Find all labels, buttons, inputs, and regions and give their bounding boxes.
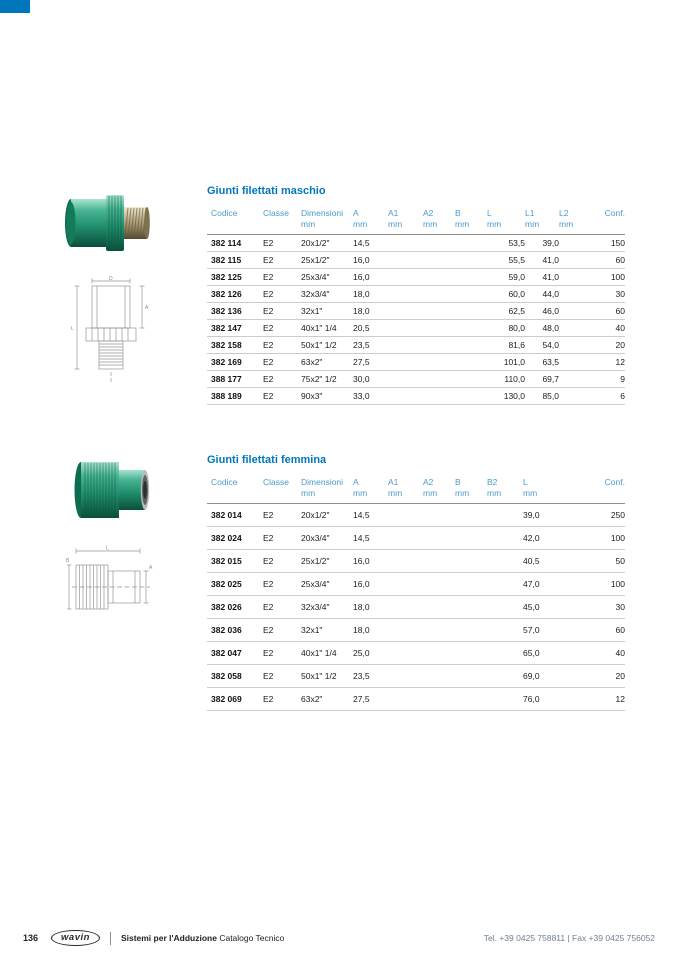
table-row [207,665,625,688]
data-cell [487,619,523,642]
data-cell: E2 [263,303,301,320]
data-cell [559,303,595,320]
data-cell [388,688,423,711]
data-cell: 69,0 [523,665,563,688]
data-cell: 41,0 [525,252,559,269]
data-cell: 33,0 [353,388,388,405]
data-cell [455,269,487,286]
data-cell [455,303,487,320]
data-cell: 76,0 [523,688,563,711]
code-cell: 382 147 [207,320,263,337]
table-row [207,388,625,405]
data-cell [487,665,523,688]
column-header-l: L mm [487,208,525,235]
data-cell: E2 [263,527,301,550]
technical-drawing-female-threaded-joint [66,545,154,630]
data-cell: 60 [563,619,625,642]
column-header-codice: Codice [207,208,263,235]
column-header-dimensioni: Dimensioni mm [301,477,353,504]
data-cell: 30 [595,286,625,303]
table-row [207,504,625,527]
column-header-codice: Codice [207,477,263,504]
data-cell [487,688,523,711]
data-cell [455,337,487,354]
data-cell: E2 [263,252,301,269]
data-cell: 65,0 [523,642,563,665]
wavin-logo: wavin [51,930,100,946]
data-cell: 100 [563,527,625,550]
data-cell: 50 [563,550,625,573]
data-cell [423,665,455,688]
code-cell: 382 047 [207,642,263,665]
column-header-l1: L1 mm [525,208,559,235]
data-cell: 25x3/4" [301,573,353,596]
data-cell: 20,5 [353,320,388,337]
data-cell [455,688,487,711]
column-header-b2: B2 mm [487,477,523,504]
column-header-dimensioni: Dimensioni mm [301,208,353,235]
data-cell: 14,5 [353,527,388,550]
data-cell: 46,0 [525,303,559,320]
table-header-row [207,477,625,504]
table-row [207,573,625,596]
data-cell: 69,7 [525,371,559,388]
code-cell: 382 069 [207,688,263,711]
code-cell: 382 036 [207,619,263,642]
data-cell: E2 [263,354,301,371]
data-cell: 55,5 [487,252,525,269]
dim-label-a: A [149,565,153,571]
data-cell [388,504,423,527]
data-cell: 23,5 [353,665,388,688]
table-row [207,354,625,371]
column-header-a1: A1 mm [388,208,423,235]
data-cell: 59,0 [487,269,525,286]
data-cell: 39,0 [523,504,563,527]
code-cell: 382 115 [207,252,263,269]
data-cell: 40 [563,642,625,665]
column-header-b: B mm [455,477,487,504]
data-cell [559,235,595,252]
contact-info: Tel. +39 0425 758811 | Fax +39 0425 756052 [483,933,655,943]
data-cell [455,504,487,527]
data-cell: 25x1/2" [301,252,353,269]
data-cell [455,642,487,665]
data-cell: E2 [263,235,301,252]
data-cell [455,320,487,337]
data-cell: 14,5 [353,235,388,252]
data-cell [388,252,423,269]
data-cell: E2 [263,665,301,688]
data-cell [455,235,487,252]
data-cell [388,286,423,303]
data-cell [423,642,455,665]
data-cell [388,337,423,354]
data-cell: 60,0 [487,286,525,303]
data-cell: E2 [263,688,301,711]
data-cell: 101,0 [487,354,525,371]
data-cell [559,320,595,337]
data-cell: 100 [595,269,625,286]
data-cell: 18,0 [353,303,388,320]
data-cell [455,286,487,303]
data-cell: 12 [595,354,625,371]
data-cell [559,286,595,303]
code-cell: 382 058 [207,665,263,688]
data-cell: 90x3" [301,388,353,405]
table-row [207,642,625,665]
data-cell: E2 [263,550,301,573]
data-cell [423,527,455,550]
data-cell [423,550,455,573]
column-header-classe: Classe [263,477,301,504]
data-cell: 20x3/4" [301,527,353,550]
table-row [207,527,625,550]
data-cell [388,527,423,550]
data-cell: 48,0 [525,320,559,337]
data-cell [388,388,423,405]
code-cell: 388 177 [207,371,263,388]
data-cell: 63,5 [525,354,559,371]
code-cell: 382 014 [207,504,263,527]
series-bold-text: Sistemi per l'Adduzione [120,933,217,943]
data-cell: E2 [263,504,301,527]
data-cell: 60 [595,303,625,320]
dim-label-d: D [109,276,113,282]
data-cell [388,320,423,337]
data-cell [423,596,455,619]
table-row [207,371,625,388]
data-cell: E2 [263,573,301,596]
column-header-a: A mm [353,208,388,235]
code-cell: 382 114 [207,235,263,252]
table-row [207,337,625,354]
data-cell: 50x1" 1/2 [301,665,353,688]
code-cell: 382 026 [207,596,263,619]
data-cell [455,252,487,269]
table-header-row [207,208,625,235]
data-cell: 47,0 [523,573,563,596]
data-cell: 50x1" 1/2 [301,337,353,354]
section-title-femmina: Giunti filettati femmina [207,454,327,466]
data-cell: 42,0 [523,527,563,550]
column-header-classe: Classe [263,208,301,235]
data-cell [487,504,523,527]
column-header-a2: A2 mm [423,477,455,504]
data-cell [559,269,595,286]
data-cell: 32x3/4" [301,286,353,303]
column-header-l2: L2 mm [559,208,595,235]
table-row [207,550,625,573]
data-cell: 14,5 [353,504,388,527]
data-cell [455,388,487,405]
data-cell [559,252,595,269]
data-cell [423,252,455,269]
column-header-a1: A1 mm [388,477,423,504]
column-header-a: A mm [353,477,388,504]
section-title-maschio: Giunti filettati maschio [207,185,326,197]
table-row [207,269,625,286]
table-row [207,303,625,320]
data-cell [388,269,423,286]
data-cell: 25x1/2" [301,550,353,573]
dim-label-l: L [71,326,74,332]
table-row [207,619,625,642]
data-cell [487,596,523,619]
data-cell [423,388,455,405]
data-cell: 32x1" [301,303,353,320]
data-cell: 45,0 [523,596,563,619]
dim-label-b: B [66,558,70,564]
data-cell: 63x2" [301,354,353,371]
data-cell: 41,0 [525,269,559,286]
footer-divider [110,932,111,945]
data-cell: E2 [263,619,301,642]
data-cell: 6 [595,388,625,405]
data-cell: 25x3/4" [301,269,353,286]
data-cell: 63x2" [301,688,353,711]
data-cell [423,354,455,371]
data-cell: 110,0 [487,371,525,388]
data-cell: 57,0 [523,619,563,642]
data-cell [487,642,523,665]
data-cell [559,388,595,405]
data-cell: 30,0 [353,371,388,388]
data-cell: 250 [563,504,625,527]
data-cell [423,371,455,388]
data-cell: 32x1" [301,619,353,642]
column-header-l: L mm [523,477,563,504]
data-cell [388,642,423,665]
code-cell: 388 189 [207,388,263,405]
data-cell [388,354,423,371]
data-cell: 18,0 [353,596,388,619]
data-cell [455,550,487,573]
data-cell: E2 [263,269,301,286]
data-cell: 20x1/2" [301,504,353,527]
data-cell: 30 [563,596,625,619]
data-cell: 81,6 [487,337,525,354]
column-header-conf: Conf. [563,477,625,504]
data-cell: 100 [563,573,625,596]
data-cell [388,303,423,320]
data-cell: 85,0 [525,388,559,405]
data-cell: 12 [563,688,625,711]
data-cell [388,550,423,573]
data-cell: 20 [563,665,625,688]
code-cell: 382 015 [207,550,263,573]
data-cell [388,371,423,388]
section-giunti-filettati-maschio [207,185,625,405]
table-row [207,320,625,337]
table-giunti-filettati-femmina [207,477,625,711]
data-cell [455,665,487,688]
column-header-conf: Conf. [595,208,625,235]
data-cell: 9 [595,371,625,388]
data-cell: 16,0 [353,269,388,286]
data-cell: 40x1" 1/4 [301,642,353,665]
data-cell: 54,0 [525,337,559,354]
code-cell: 382 169 [207,354,263,371]
data-cell [423,286,455,303]
data-cell: 16,0 [353,573,388,596]
data-cell [559,337,595,354]
data-cell [559,371,595,388]
table-row [207,688,625,711]
data-cell [388,665,423,688]
code-cell: 382 158 [207,337,263,354]
data-cell: E2 [263,286,301,303]
data-cell [487,527,523,550]
page-number: 136 [23,933,39,943]
data-cell: 130,0 [487,388,525,405]
page-footer [0,927,678,949]
data-cell [388,573,423,596]
data-cell: 150 [595,235,625,252]
table-row [207,286,625,303]
data-cell [455,527,487,550]
product-photo-female-threaded-joint [72,455,160,525]
data-cell: 25,0 [353,642,388,665]
table-row [207,252,625,269]
data-cell: 18,0 [353,286,388,303]
data-cell: 60 [595,252,625,269]
code-cell: 382 126 [207,286,263,303]
corner-accent-bar [0,0,30,13]
table-row [207,235,625,252]
data-cell [455,371,487,388]
data-cell: E2 [263,596,301,619]
code-cell: 382 125 [207,269,263,286]
data-cell: 40 [595,320,625,337]
data-cell: 32x3/4" [301,596,353,619]
data-cell [423,235,455,252]
data-cell: 16,0 [353,550,388,573]
data-cell: 16,0 [353,252,388,269]
data-cell [487,573,523,596]
section-giunti-filettati-femmina [207,454,625,711]
data-cell [388,619,423,642]
data-cell [423,688,455,711]
data-cell: E2 [263,642,301,665]
data-cell [423,337,455,354]
column-header-a2: A2 mm [423,208,455,235]
data-cell [455,354,487,371]
column-header-b: B mm [455,208,487,235]
code-cell: 382 025 [207,573,263,596]
data-cell: 27,5 [353,354,388,371]
data-cell: 20x1/2" [301,235,353,252]
data-cell: 18,0 [353,619,388,642]
data-cell: E2 [263,337,301,354]
data-cell [455,573,487,596]
data-cell: 80,0 [487,320,525,337]
code-cell: 382 024 [207,527,263,550]
data-cell [388,596,423,619]
data-cell [423,320,455,337]
data-cell [423,269,455,286]
data-cell [487,550,523,573]
series-regular-text: Catalogo Tecnico [219,933,285,943]
data-cell: 23,5 [353,337,388,354]
data-cell [423,303,455,320]
data-cell: 20 [595,337,625,354]
data-cell [423,504,455,527]
data-cell: 62,5 [487,303,525,320]
code-cell: 382 136 [207,303,263,320]
data-cell: 53,5 [487,235,525,252]
data-cell: 40,5 [523,550,563,573]
data-cell [423,619,455,642]
data-cell: E2 [263,388,301,405]
data-cell [388,235,423,252]
technical-drawing-male-threaded-joint [70,276,152,394]
data-cell: 27,5 [353,688,388,711]
data-cell [559,354,595,371]
data-cell [423,573,455,596]
data-cell [455,596,487,619]
data-cell: 44,0 [525,286,559,303]
table-row [207,596,625,619]
data-cell: E2 [263,320,301,337]
dim-label-a: A [145,305,149,311]
product-photo-male-threaded-joint [62,190,154,256]
dim-label-l: L [106,545,109,552]
data-cell: 39,0 [525,235,559,252]
data-cell: 40x1" 1/4 [301,320,353,337]
data-cell: 75x2" 1/2 [301,371,353,388]
data-cell [455,619,487,642]
catalog-series-label [121,933,284,943]
table-giunti-filettati-maschio [207,208,625,405]
data-cell: E2 [263,371,301,388]
